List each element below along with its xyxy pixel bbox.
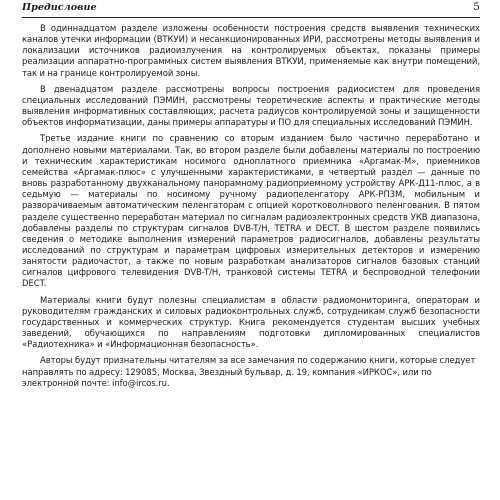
running-head bbox=[22, 0, 480, 15]
paragraph-section-twelve: В двенадцатом разделе рассмотрены вопросы построения радиосистем для проведения специальных исследований ПЭМИН, рассмотрены теоретические аспекты и практические методы выявления информативных составляющих, расчета радиусов контролируемой зоны и защищенности объектов информатизации, даны примеры аппаратуры и ПО для специальных исследований ПЭМИН. bbox=[22, 83, 480, 128]
paragraph-section-eleven: В одиннадцатом разделе изложены особенности построения средств выявления технических каналов утечки информации (ВТКУИ) и несанкционированных ИРИ, рассмотрены методы выявления и локализации источников радиоизлучения на контролируемых объектах, показаны примеры реализации аппаратно-программных систем выявления ВТКУИ, применяемые как внутри помещений, так и на границе контролируемой зоны. bbox=[22, 23, 480, 78]
paragraph-feedback: Авторы будут признательны читателям за все замечания по содержанию книги, которые следует направлять по адресу: 129085, Москва, Звездный бульвар, д. 19, компания «ИРКОС», или по электронной почте: info@ircos.ru. bbox=[22, 355, 476, 388]
header-rule bbox=[22, 17, 480, 18]
page-number: 5 bbox=[473, 1, 480, 13]
chapter-title: Предисловие bbox=[22, 2, 97, 13]
body-text bbox=[22, 23, 480, 389]
paragraph-audience: Материалы книги будут полезны специалистам в области радиомониторинга, операторам и руководителям гражданских и силовых радиоконтрольных служб, сотрудникам служб безопасности государственных и коммерческих структур. Книга рекомендуется студентам высших учебных заведений, обучающихся по направлениям подготовки дипломированных специалистов «Радиотехника» и «Информационная безопасность». bbox=[22, 294, 480, 350]
paragraph-third-edition: Третье издание книги по сравнению со вторым изданием было частично переработано и дополнено новыми материалами. Так, во втором разделе были добавлены материалы по построению и техническим характеристикам носимого одноплатного приемника «Аргамак-М», приемников семейства «Аргамак-плюс» с улучшенными характеристиками, в четвертый раздел — данные по вновь разработанному двухканальному панорамному радиоприемному устройству АРК-Д11-плюс, а в седьмую — материалы по носимому ручному радиопеленгатору АРК-РП3М, мобильным и разворачиваемым автоматическим пеленгаторам с опцией коротковолнового пеленгования. В пятом разделе существенно переработан материал по сигналам радиоэлектронных средств УКВ диапазона, добавлены разделы по структурам сигналов DVB-T/H, TETRA и DECT. В шестом разделе появились сведения о методике выполнения измерений параметров радиосигналов, добавлены результаты исследований по структурам и параметрам цифровых измерительных детекторов и измерению занятости радиочастот, а также по новым разработкам анализаторов сигналов базовых станций сигналов цифрового телевидения DVB-T/H, транковой системы TETRA и беспроводной телефонии DECT. bbox=[22, 133, 480, 289]
